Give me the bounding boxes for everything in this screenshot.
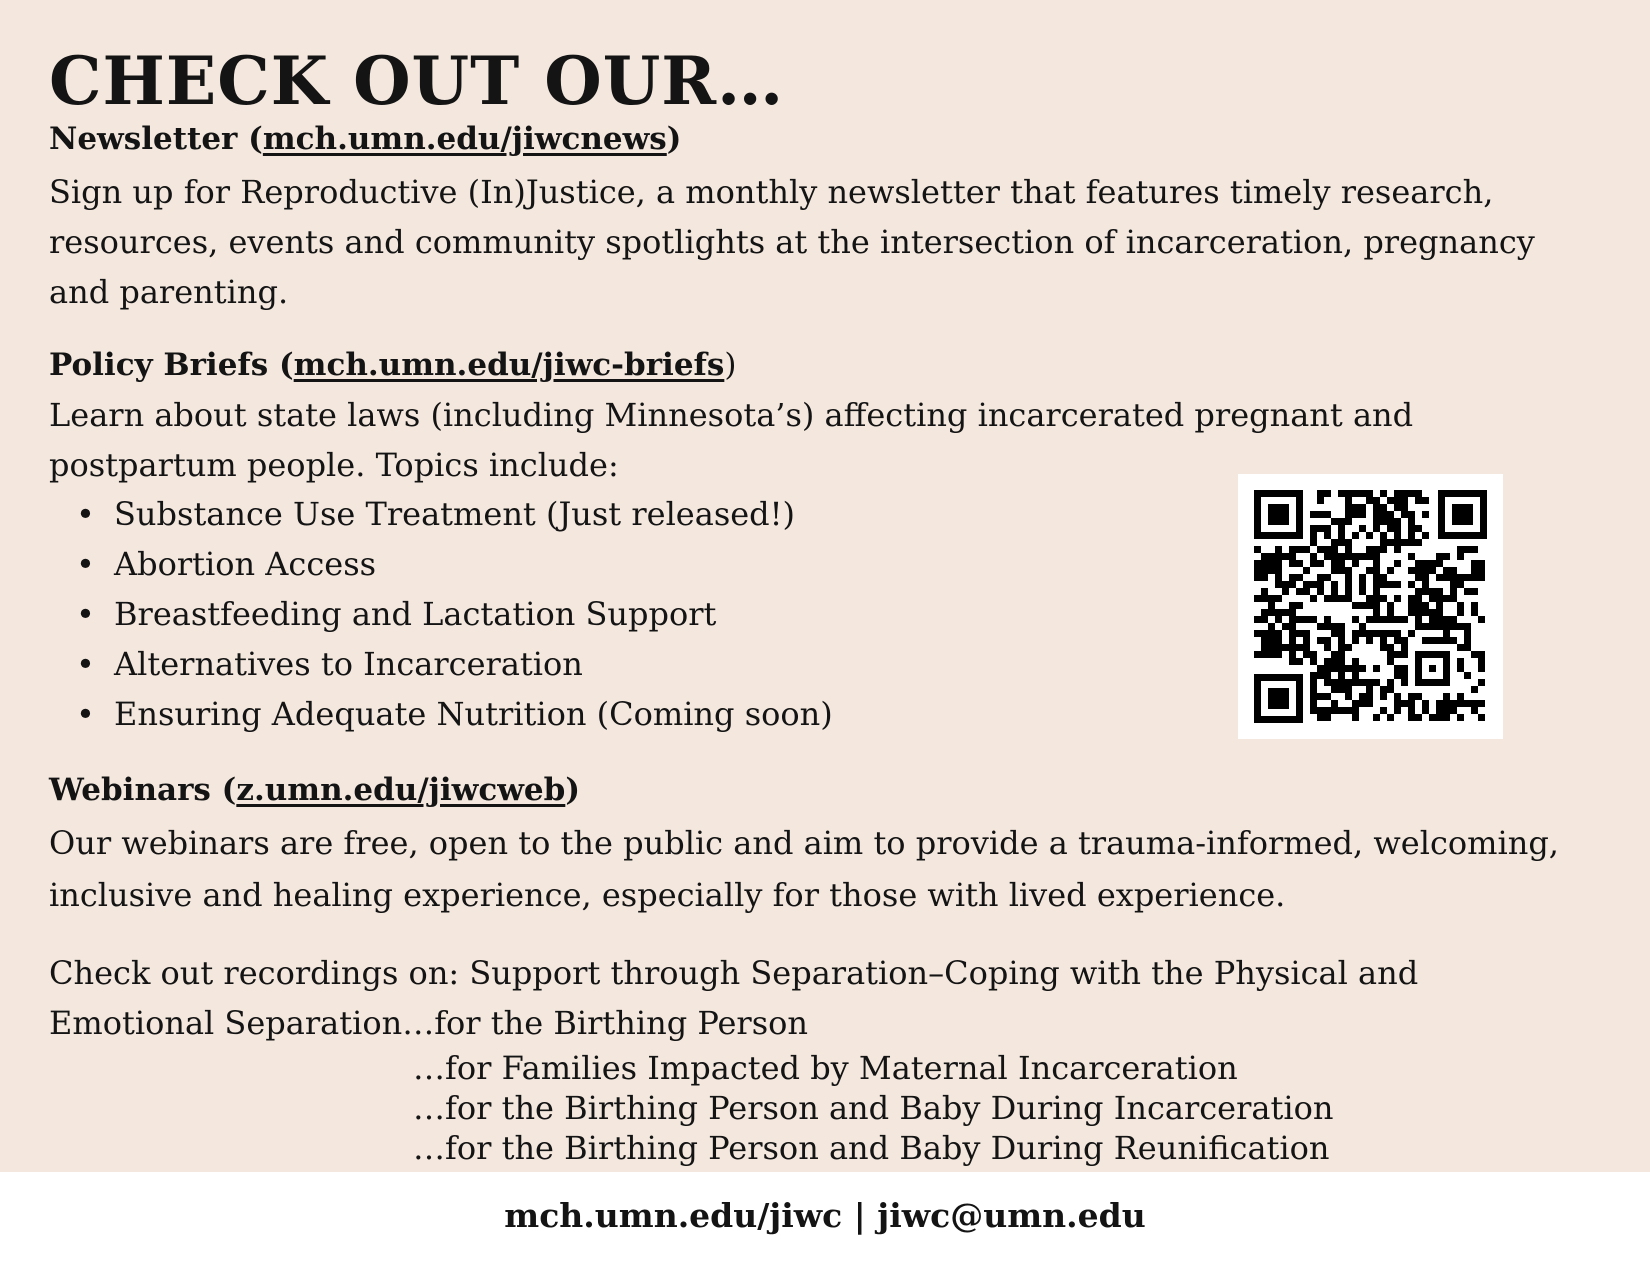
newsletter-title-label: Newsletter ( <box>49 121 263 157</box>
recording-item-families: …for Families Impacted by Maternal Incarceration <box>413 1049 1238 1087</box>
recordings-intro-line: Check out recordings on: Support through Separation–Coping with the Physical and <box>49 954 1419 992</box>
qr-code[interactable] <box>1238 474 1503 739</box>
topic-item <box>49 489 833 539</box>
topic-label: Alternatives to Incarceration <box>114 645 583 683</box>
qr-code-icon <box>1254 490 1487 723</box>
footer <box>0 1172 1650 1275</box>
webinar-recordings <box>49 948 1418 1168</box>
newsletter-text-line-1: Sign up for Reproductive (In)Justice, a monthly newsletter that features timely research, <box>49 173 1494 211</box>
recording-item-during-incarceration: …for the Birthing Person and Baby During Incarceration <box>413 1089 1334 1127</box>
page-heading: CHECK OUT OUR… <box>49 42 785 120</box>
topic-label: Breastfeeding and Lactation Support <box>114 595 717 633</box>
policy-briefs-title <box>49 343 736 387</box>
policy-topics-list <box>49 489 833 739</box>
webinars-title <box>49 768 580 812</box>
policy-briefs-text-line-1: Learn about state laws (including Minnesota’s) affecting incarcerated pregnant and <box>49 396 1414 434</box>
webinars-link[interactable]: z.umn.edu/jiwcweb <box>236 772 566 808</box>
policy-briefs-link[interactable]: mch.umn.edu/jiwc-briefs <box>293 347 725 383</box>
topic-item <box>49 589 833 639</box>
webinars-title-close: ) <box>565 772 580 808</box>
newsletter-link[interactable]: mch.umn.edu/jiwcnews <box>262 121 667 157</box>
bullet-marker: • <box>76 595 95 633</box>
topic-label: Substance Use Treatment (Just released!) <box>114 495 795 533</box>
webinars-text-line-2: inclusive and healing experience, especially for those with lived experience. <box>49 876 1286 914</box>
policy-briefs-title-label: Policy Briefs ( <box>49 347 294 383</box>
bullet-marker: • <box>76 645 95 683</box>
newsletter-title <box>49 117 681 161</box>
topic-item <box>49 539 833 589</box>
webinars-text-line-1: Our webinars are free, open to the public and aim to provide a trauma-informed, welcoming, <box>49 824 1559 862</box>
bullet-marker: • <box>76 695 95 733</box>
newsletter-text-line-2: resources, events and community spotlights at the intersection of incarceration, pregnancy <box>49 223 1535 261</box>
policy-briefs-title-close: ) <box>724 347 737 383</box>
topic-label: Abortion Access <box>114 545 377 583</box>
topic-label: Ensuring Adequate Nutrition (Coming soon) <box>114 695 833 733</box>
bullet-marker: • <box>76 545 95 583</box>
topic-item <box>49 689 833 739</box>
newsletter-text-line-3: and parenting. <box>49 273 289 311</box>
policy-briefs-text-line-2: postpartum people. Topics include: <box>49 446 619 484</box>
footer-contact: mch.umn.edu/jiwc | jiwc@umn.edu <box>504 1196 1146 1235</box>
recording-item-birthing-person: Emotional Separation…for the Birthing Person <box>49 1004 808 1042</box>
topic-item <box>49 639 833 689</box>
newsletter-title-close: ) <box>666 121 682 157</box>
webinars-title-label: Webinars ( <box>49 772 237 808</box>
bullet-marker: • <box>76 495 95 533</box>
recording-item-during-reunification: …for the Birthing Person and Baby During Reunification <box>413 1129 1330 1167</box>
